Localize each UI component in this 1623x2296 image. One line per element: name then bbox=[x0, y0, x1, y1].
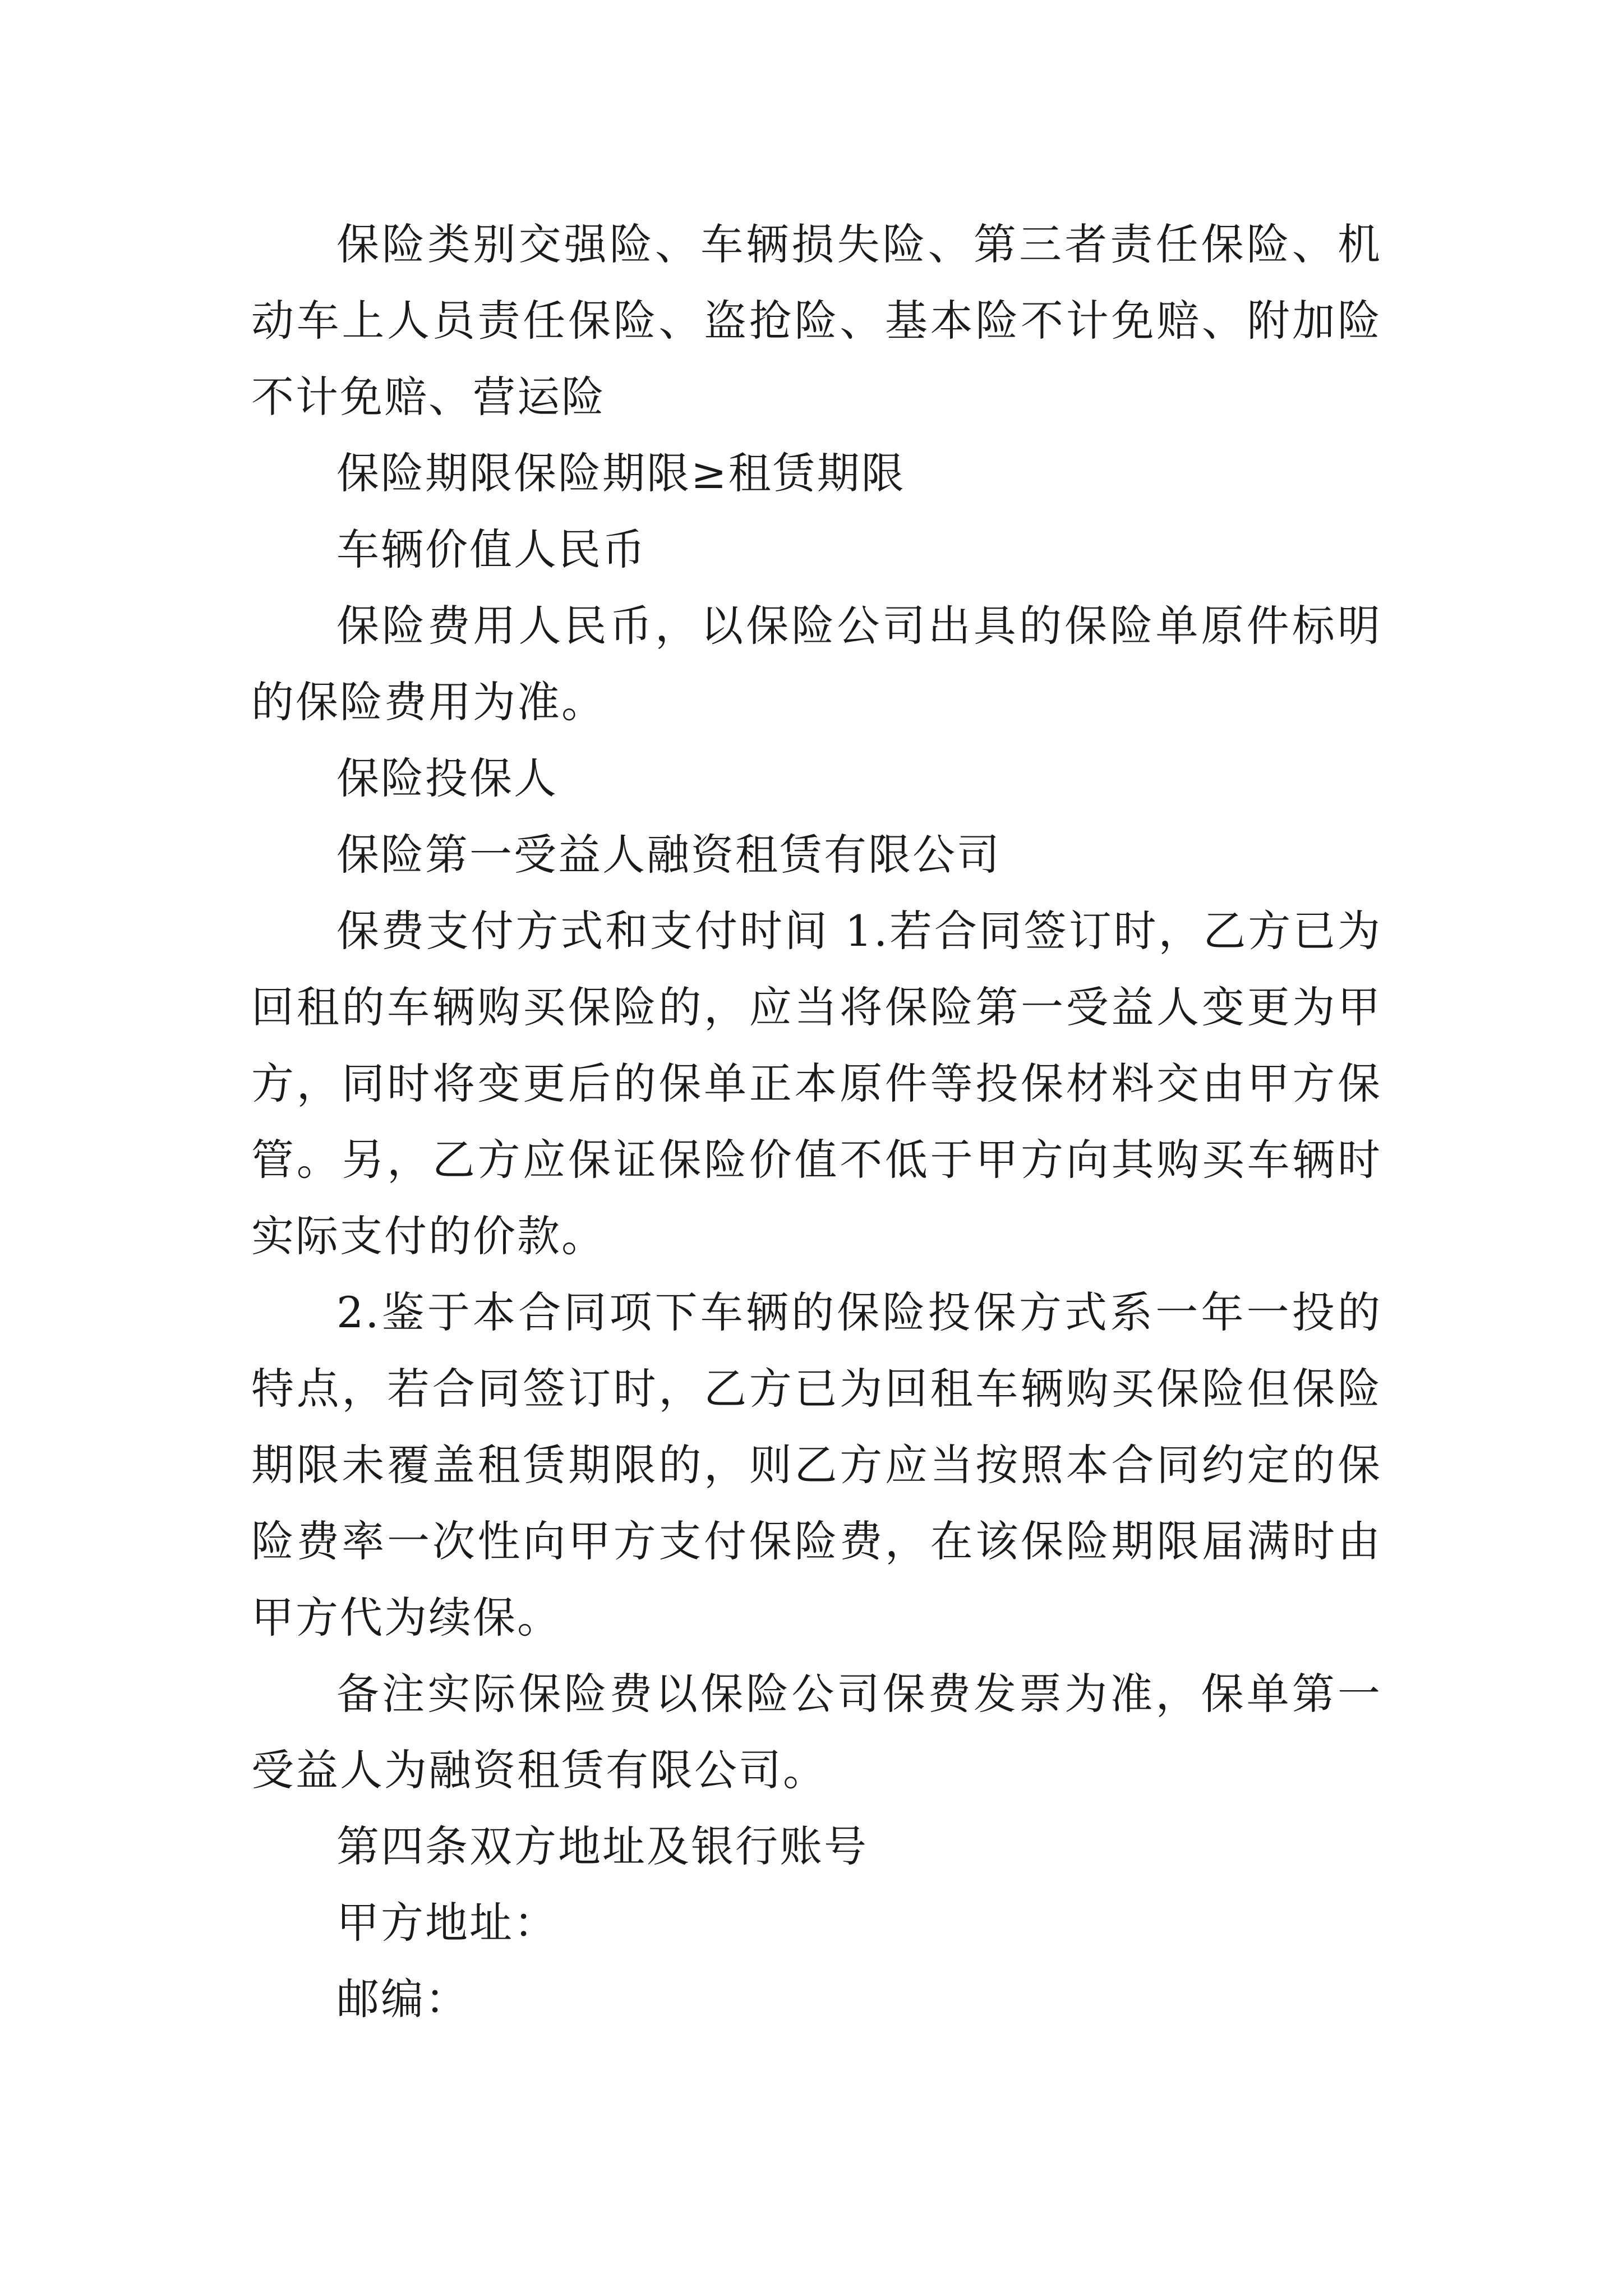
paragraph-first-beneficiary: 保险第一受益人融资租赁有限公司 bbox=[336, 830, 1001, 880]
paragraph-insurance-category: 保险类别交强险、车辆损失险、第三者责任保险、机动车上人员责任保险、盗抢险、基本险不计免赔、附加险不计免赔、营运险 bbox=[251, 219, 1382, 422]
paragraph-payment-method-1: 保费支付方式和支付时间 1.若合同签订时，乙方已为回租的车辆购买保险的，应当将保险第一受益人变更为甲方，同时将变更后的保单正本原件等投保材料交由甲方保管。另，乙方应保证保险价值不低于甲方向其购买车辆时实际支付的价款。 bbox=[251, 906, 1382, 1261]
paragraph-vehicle-value: 车辆价值人民币 bbox=[336, 524, 647, 574]
paragraph-insurance-term: 保险期限保险期限≥租赁期限 bbox=[336, 448, 906, 498]
paragraph-payment-method-2: 2.鉴于本合同项下车辆的保险投保方式系一年一投的特点，若合同签订时，乙方已为回租车辆购买保险但保险期限未覆盖租赁期限的，则乙方应当按照本合同约定的保险费率一次性向甲方支付保险费，在该保险期限届满时由甲方代为续保。 bbox=[251, 1287, 1382, 1642]
paragraph-party-a-address: 甲方地址： bbox=[336, 1898, 558, 1948]
paragraph-postcode: 邮编： bbox=[336, 1974, 469, 2024]
paragraph-remarks: 备注实际保险费以保险公司保费发票为准，保单第一受益人为融资租赁有限公司。 bbox=[251, 1669, 1382, 1795]
paragraph-article-four-heading: 第四条双方地址及银行账号 bbox=[336, 1821, 868, 1871]
document-body bbox=[251, 206, 1382, 2037]
paragraph-insurance-fee: 保险费用人民币，以保险公司出具的保险单原件标明的保险费用为准。 bbox=[251, 601, 1382, 727]
paragraph-policyholder: 保险投保人 bbox=[336, 753, 558, 803]
